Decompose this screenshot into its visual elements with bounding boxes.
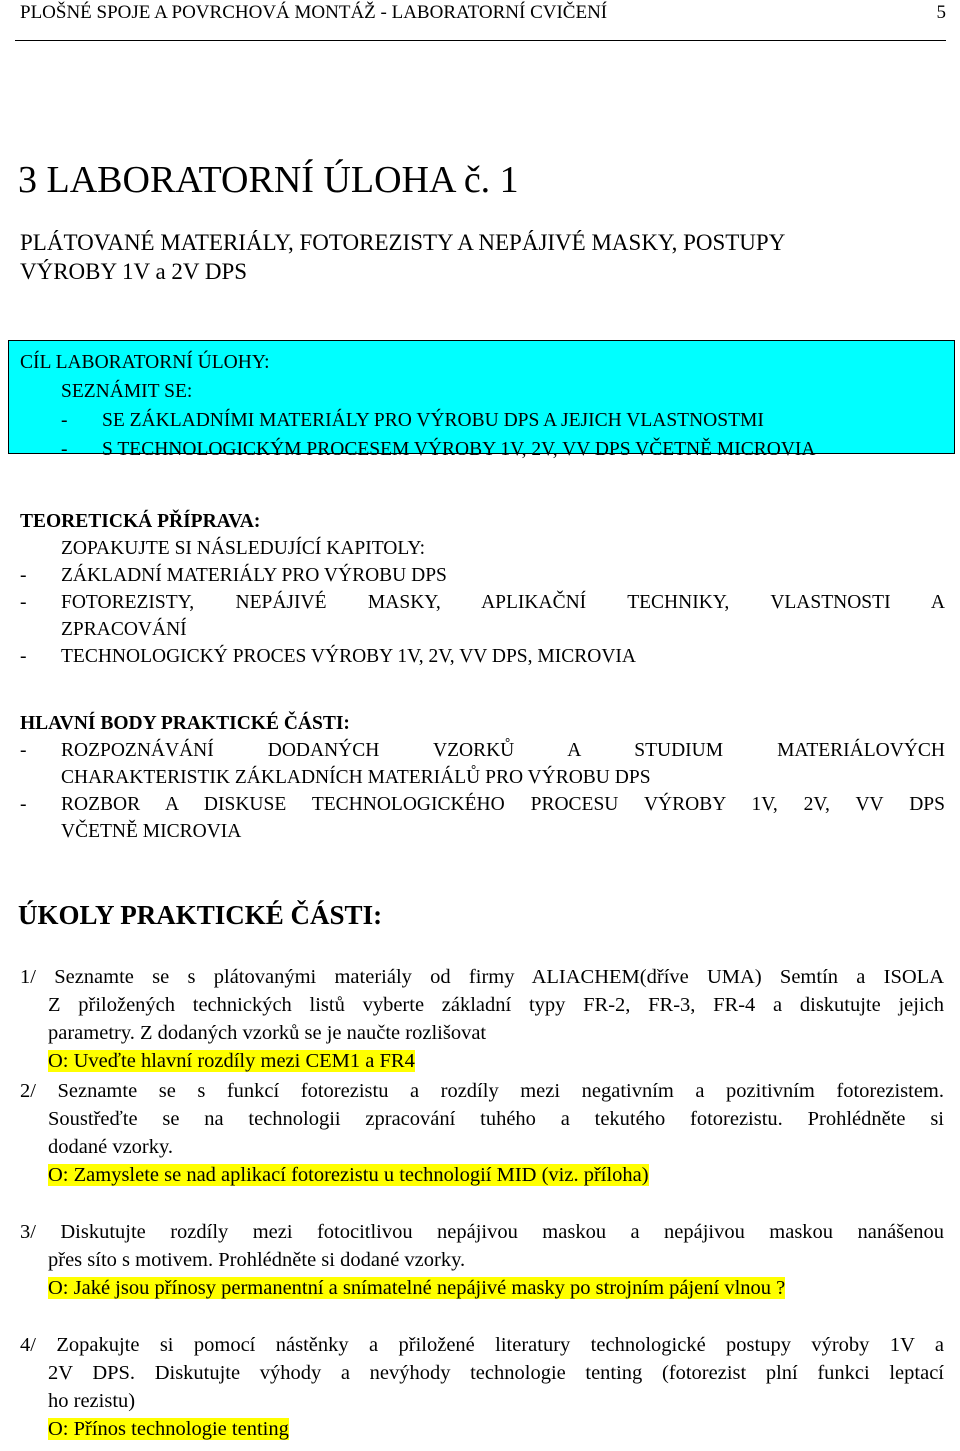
aim-item: - SE ZÁKLADNÍMI MATERIÁLY PRO VÝROBU DPS A JEJICH VLASTNOSTMI (20, 406, 816, 435)
aim-content (20, 348, 816, 464)
main-point-item: - ROZBOR A DISKUSE TECHNOLOGICKÉHO PROCESU VÝROBY 1V, 2V, VV DPS (20, 794, 945, 815)
main-point-item: - ROZPOZNÁVÁNÍ DODANÝCH VZORKŮ A STUDIUM MATERIÁLOVÝCH (20, 740, 945, 761)
aim-intro: SEZNÁMIT SE: (61, 381, 193, 402)
subtitle-line: PLÁTOVANÉ MATERIÁLY, FOTOREZISTY A NEPÁJIVÉ MASKY, POSTUPY (20, 230, 786, 255)
task-1: 1/ Seznamte se s plátovanými materiály od firmy ALIACHEM(dříve UMA) Semtín a ISOLA Z přiložených technických listů vyberte základní typy FR-2, FR-3, FR-4 a diskutujte jejich parametry. Z dodaných vzorků se je naučte rozlišovat O: Uveďte hlavní rozdíly mezi CEM1 a FR4 (20, 966, 944, 1072)
main-point-item-cont: CHARAKTERISTIK ZÁKLADNÍCH MATERIÁLŮ PRO VÝROBU DPS (61, 767, 651, 788)
task-question: O: Přínos technologie tenting (48, 1418, 289, 1440)
theory-title: TEORETICKÁ PŘÍPRAVA: (20, 511, 261, 532)
chapter-heading: 3 LABORATORNÍ ÚLOHA č. 1 (18, 159, 519, 201)
main-points-title: HLAVNÍ BODY PRAKTICKÉ ČÁSTI: (20, 713, 350, 734)
task-2: 2/ Seznamte se s funkcí fotorezistu a rozdíly mezi negativním a pozitivním fotorezistem. Soustřeďte se na technologii zpracování tuhého a tekutého fotorezistu. Prohlédněte si dodané vzorky. O: Zamyslete se nad aplikací fotorezistu u technologií MID (viz. příloha) (20, 1080, 944, 1186)
subtitle-line: VÝROBY 1V a 2V DPS (20, 259, 248, 284)
theory-section (20, 508, 945, 670)
dash: - (61, 410, 68, 431)
task-3: 3/ Diskutujte rozdíly mezi fotocitlivou nepájivou maskou a nepájivou maskou nanášenou přes síto s motivem. Prohlédněte si dodané vzorky. O: Jaké jsou přínosy permanentní a snímatelné nepájivé masky po strojním pájení vlnou ? (20, 1221, 944, 1299)
theory-item: - FOTOREZISTY, NEPÁJIVÉ MASKY, APLIKAČNÍ TECHNIKY, VLASTNOSTI A (20, 592, 945, 613)
task-4: 4/ Zopakujte si pomocí nástěnky a přiložené literatury technologické postupy výroby 1V a 2V DPS. Diskutujte výhody a nevýhody technologie tenting (fotorezist plní funkci leptací ho rezistu) O: Přínos technologie tenting (20, 1334, 944, 1440)
task-question: O: Zamyslete se nad aplikací fotorezistu u technologií MID (viz. příloha) (48, 1164, 649, 1186)
theory-item: - ZÁKLADNÍ MATERIÁLY PRO VÝROBU DPS (20, 565, 447, 586)
dash: - (61, 439, 68, 460)
theory-item: - TECHNOLOGICKÝ PROCES VÝROBY 1V, 2V, VV DPS, MICROVIA (20, 646, 636, 667)
main-point-item-cont: VČETNĚ MICROVIA (61, 821, 242, 842)
theory-intro: ZOPAKUJTE SI NÁSLEDUJÍCÍ KAPITOLY: (61, 538, 426, 559)
task-question: O: Uveďte hlavní rozdíly mezi CEM1 a FR4 (48, 1050, 415, 1072)
header-rule (15, 40, 946, 41)
tasks-heading: ÚKOLY PRAKTICKÉ ČÁSTI: (18, 900, 383, 930)
aim-item: - S TECHNOLOGICKÝM PROCESEM VÝROBY 1V, 2V, VV DPS VČETNĚ MICROVIA (20, 435, 816, 464)
theory-item-cont: ZPRACOVÁNÍ (61, 619, 187, 640)
chapter-subtitle (20, 228, 785, 286)
aim-title: CÍL LABORATORNÍ ÚLOHY: (20, 352, 270, 373)
main-points-section (20, 710, 945, 845)
task-question: O: Jaké jsou přínosy permanentní a snímatelné nepájivé masky po strojním pájení vlnou ? (48, 1277, 786, 1299)
page-number: 5 (936, 2, 946, 23)
running-header-title: PLOŠNÉ SPOJE A POVRCHOVÁ MONTÁŽ - LABORATORNÍ CVIČENÍ (20, 2, 608, 23)
